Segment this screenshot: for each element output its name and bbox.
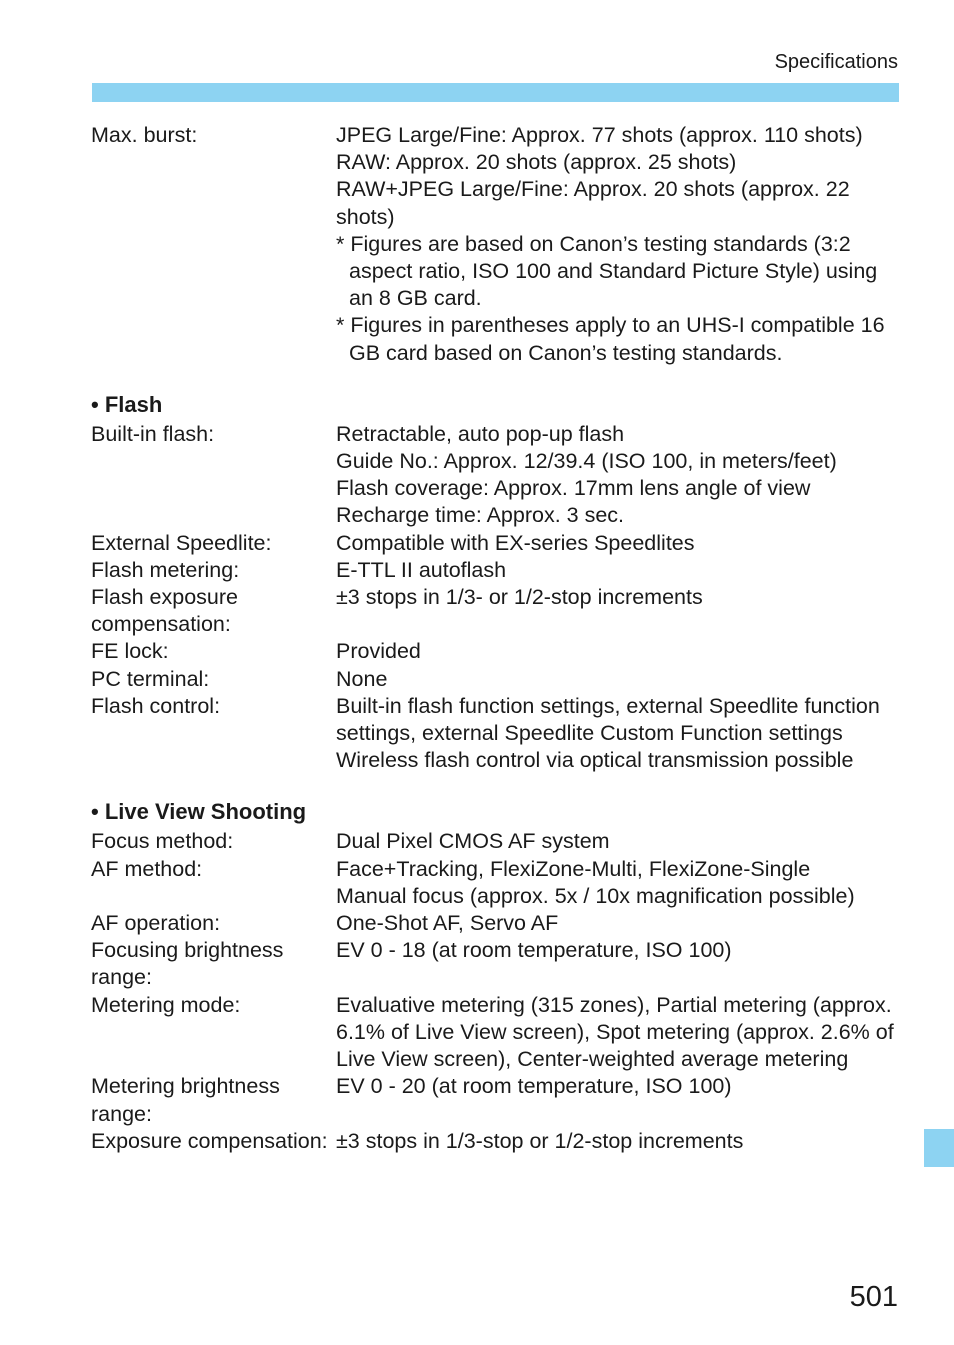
spec-value-line: Face+Tracking, FlexiZone-Multi, FlexiZone-Single — [336, 856, 811, 881]
spec-row — [91, 584, 901, 638]
spec-value-line: Manual focus (approx. 5x / 10x magnification possible) — [336, 883, 855, 908]
spec-label: Max. burst: — [91, 123, 198, 147]
spec-row — [91, 937, 901, 991]
spec-row — [91, 666, 901, 693]
spec-value-line: One-Shot AF, Servo AF — [336, 911, 559, 936]
spec-label: Focus method: — [91, 829, 234, 854]
spec-value-line: E-TTL II autoflash — [336, 557, 507, 582]
spec-value — [336, 828, 901, 855]
spec-value-line: None — [336, 666, 388, 691]
spec-value-line: Dual Pixel CMOS AF system — [336, 829, 610, 854]
header-bar — [92, 83, 899, 102]
spec-value — [336, 584, 901, 638]
spec-row — [91, 530, 901, 557]
live-view-spec-list — [91, 828, 901, 1154]
spec-value-line: Compatible with EX-series Speedlites — [336, 530, 695, 555]
spec-value — [336, 992, 901, 1074]
spec-row — [91, 693, 901, 775]
spec-value-line: Provided — [336, 639, 421, 664]
spec-value-line: ±3 stops in 1/3- or 1/2-stop increments — [336, 585, 703, 610]
spec-row — [91, 910, 901, 937]
spec-footnote: * Figures in parentheses apply to an UHS-I compatible 16 GB card based on Canon’s testing standards. — [336, 313, 885, 365]
spec-row — [91, 828, 901, 855]
spec-value — [336, 856, 901, 910]
chapter-tab-marker — [924, 1129, 954, 1167]
spec-label: Built-in flash: — [91, 421, 215, 446]
spec-value — [336, 666, 901, 693]
spec-label: AF operation: — [91, 911, 221, 936]
page-number: 501 — [849, 1281, 898, 1313]
spec-value-line: Built-in flash function settings, external Speedlite function settings, external Speedlite Custom Function settings — [336, 693, 880, 746]
spec-value — [336, 638, 901, 665]
spec-value-line: Recharge time: Approx. 3 sec. — [336, 503, 625, 528]
spec-value-line: Evaluative metering (315 zones), Partial metering (approx. 6.1% of Live View screen), Spot metering (approx. 2.6% of Live View screen), Center-weighted average metering — [336, 992, 894, 1072]
spec-label: External Speedlite: — [91, 530, 272, 555]
spec-value — [336, 910, 901, 937]
spec-row — [91, 992, 901, 1074]
section-title-live-view: • Live View Shooting — [91, 799, 307, 825]
section-title-flash: • Flash — [91, 391, 163, 417]
spec-label: Metering mode: — [91, 992, 241, 1017]
spec-label: Flash exposure compensation: — [91, 585, 238, 637]
spec-value — [336, 557, 901, 584]
spec-row — [91, 1128, 901, 1155]
flash-spec-list — [91, 421, 901, 775]
spec-row — [91, 856, 901, 910]
spec-value-line: JPEG Large/Fine: Approx. 77 shots (approx. 110 shots) — [336, 123, 863, 147]
spec-value — [336, 421, 901, 530]
spec-label: Exposure compensation: — [91, 1128, 328, 1153]
spec-label: Metering brightness range: — [91, 1074, 280, 1126]
spec-value-line: Guide No.: Approx. 12/39.4 (ISO 100, in meters/feet) — [336, 449, 837, 474]
spec-label: Flash control: — [91, 693, 221, 718]
spec-row — [91, 638, 901, 665]
header-section-label: Specifications — [774, 51, 898, 73]
spec-value-line: EV 0 - 18 (at room temperature, ISO 100) — [336, 938, 732, 963]
spec-content — [91, 122, 901, 1155]
spec-value-line: Retractable, auto pop-up flash — [336, 421, 625, 446]
spec-value-line: Flash coverage: Approx. 17mm lens angle of view — [336, 476, 811, 501]
spec-value — [336, 693, 901, 775]
spec-label: PC terminal: — [91, 666, 210, 691]
spec-row — [91, 1073, 901, 1127]
spec-label: FE lock: — [91, 639, 169, 664]
spec-value-line: RAW+JPEG Large/Fine: Approx. 20 shots (approx. 22 shots) — [336, 177, 850, 229]
spec-value-line: RAW: Approx. 20 shots (approx. 25 shots) — [336, 150, 737, 175]
spec-value — [336, 937, 901, 991]
spec-value-line: ±3 stops in 1/3-stop or 1/2-stop increments — [336, 1128, 744, 1153]
spec-value — [336, 1128, 901, 1155]
spec-label: Focusing brightness range: — [91, 938, 284, 990]
spec-value — [336, 122, 901, 367]
spec-label: AF method: — [91, 856, 203, 881]
spec-row — [91, 557, 901, 584]
spec-row — [91, 421, 901, 530]
spec-value-line: EV 0 - 20 (at room temperature, ISO 100) — [336, 1074, 732, 1099]
spec-value — [336, 1073, 901, 1127]
spec-row-max-burst — [91, 122, 901, 367]
spec-value — [336, 530, 901, 557]
spec-footnote: * Figures are based on Canon’s testing standards (3:2 aspect ratio, ISO 100 and Standard Picture Style) using an 8 GB card. — [336, 231, 878, 311]
spec-value-line: Wireless flash control via optical transmission possible — [336, 748, 854, 773]
spec-label: Flash metering: — [91, 557, 240, 582]
